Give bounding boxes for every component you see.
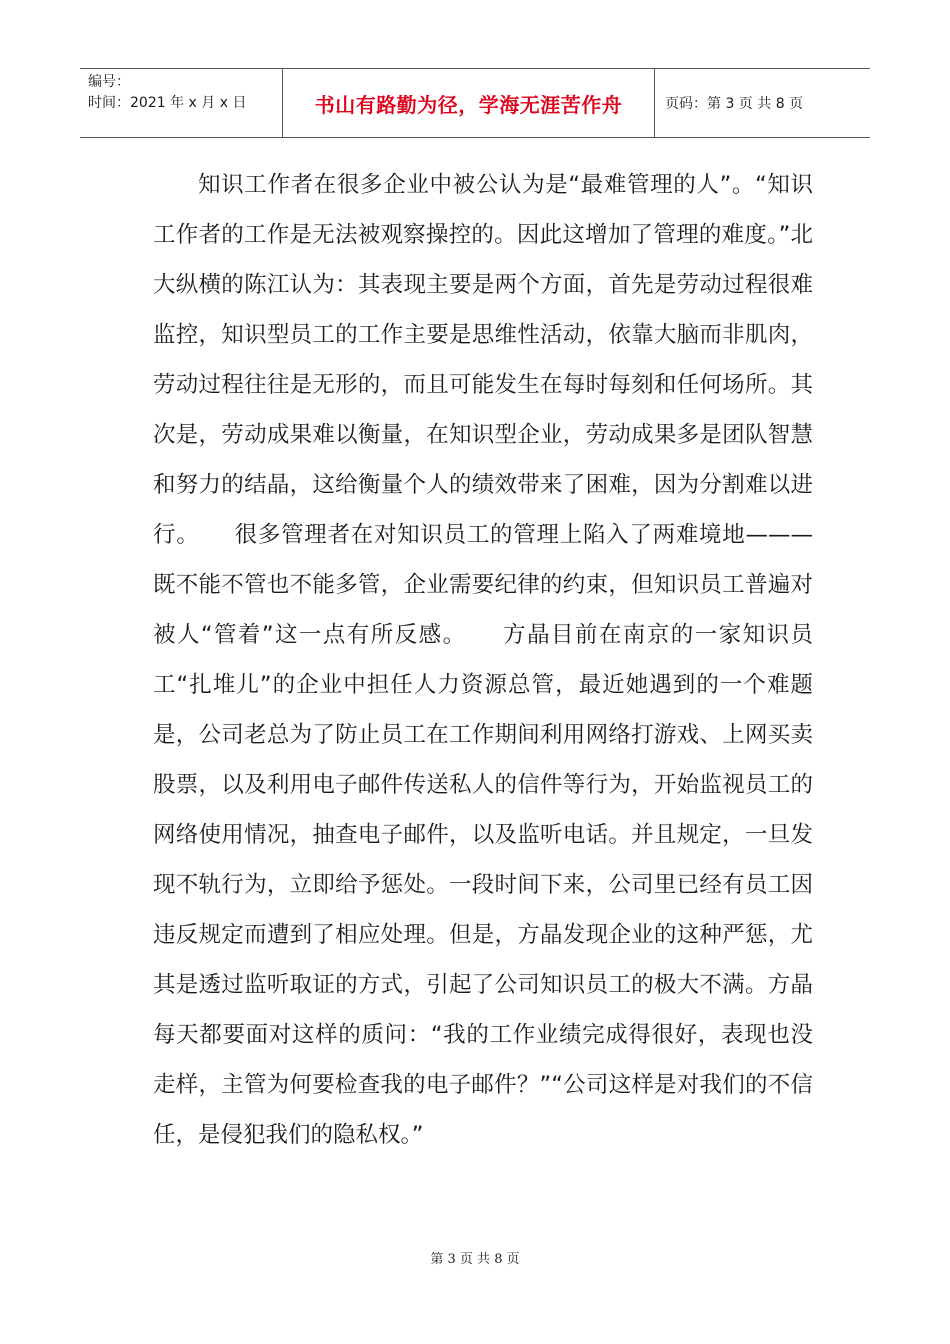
header-time: 时间：2021 年 x 月 x 日 — [88, 95, 247, 111]
header-motto: 书山有路勤为径，学海无涯苦作舟 — [282, 69, 655, 137]
document-header — [80, 68, 870, 138]
header-meta — [80, 69, 282, 137]
body-text: 知识工作者在很多企业中被公认为是“最难管理的人”。“知识工作者的工作是无法被观察操控的。因此这增加了管理的难度。”北大纵横的陈江认为：其表现主要是两个方面，首先是劳动过程很难监控，知识型员工的工作主要是思维性活动，依靠大脑而非肌肉，劳动过程往往是无形的，而且可能发生在每时每刻和任何场所。其次是，劳动成果难以衡量，在知识型企业，劳动成果多是团队智慧和努力的结晶，这给衡量个人的绩效带来了困难，因为分割难以进行。 很多管理者在对知识员工的管理上陷入了两难境地———既不能不管也不能多管，企业需要纪律的约束，但知识员工普遍对被人“管着”这一点有所反感。 方晶目前在南京的一家知识员工“扎堆儿”的企业中担任人力资源总管，最近她遇到的一个难题是，公司老总为了防止员工在工作期间利用网络打游戏、上网买卖股票，以及利用电子邮件传送私人的信件等行为，开始监视员工的网络使用情况，抽查电子邮件，以及监听电话。并且规定，一旦发现不轨行为，立即给予惩处。一段时间下来，公司里已经有员工因违反规定而遭到了相应处理。但是，方晶发现企业的这种严惩，尤其是透过监听取证的方式，引起了公司知识员工的极大不满。方晶每天都要面对这样的质问：“我的工作业绩完成得很好，表现也没走样，主管为何要检查我的电子邮件？”“公司这样是对我们的不信任，是侵犯我们的隐私权。” — [153, 172, 813, 1148]
header-page-info: 页码：第 3 页 共 8 页 — [665, 96, 804, 112]
body-paragraph — [153, 160, 813, 1160]
page-footer: 第 3 页 共 8 页 — [430, 1252, 520, 1267]
header-number: 编号： — [88, 74, 130, 90]
